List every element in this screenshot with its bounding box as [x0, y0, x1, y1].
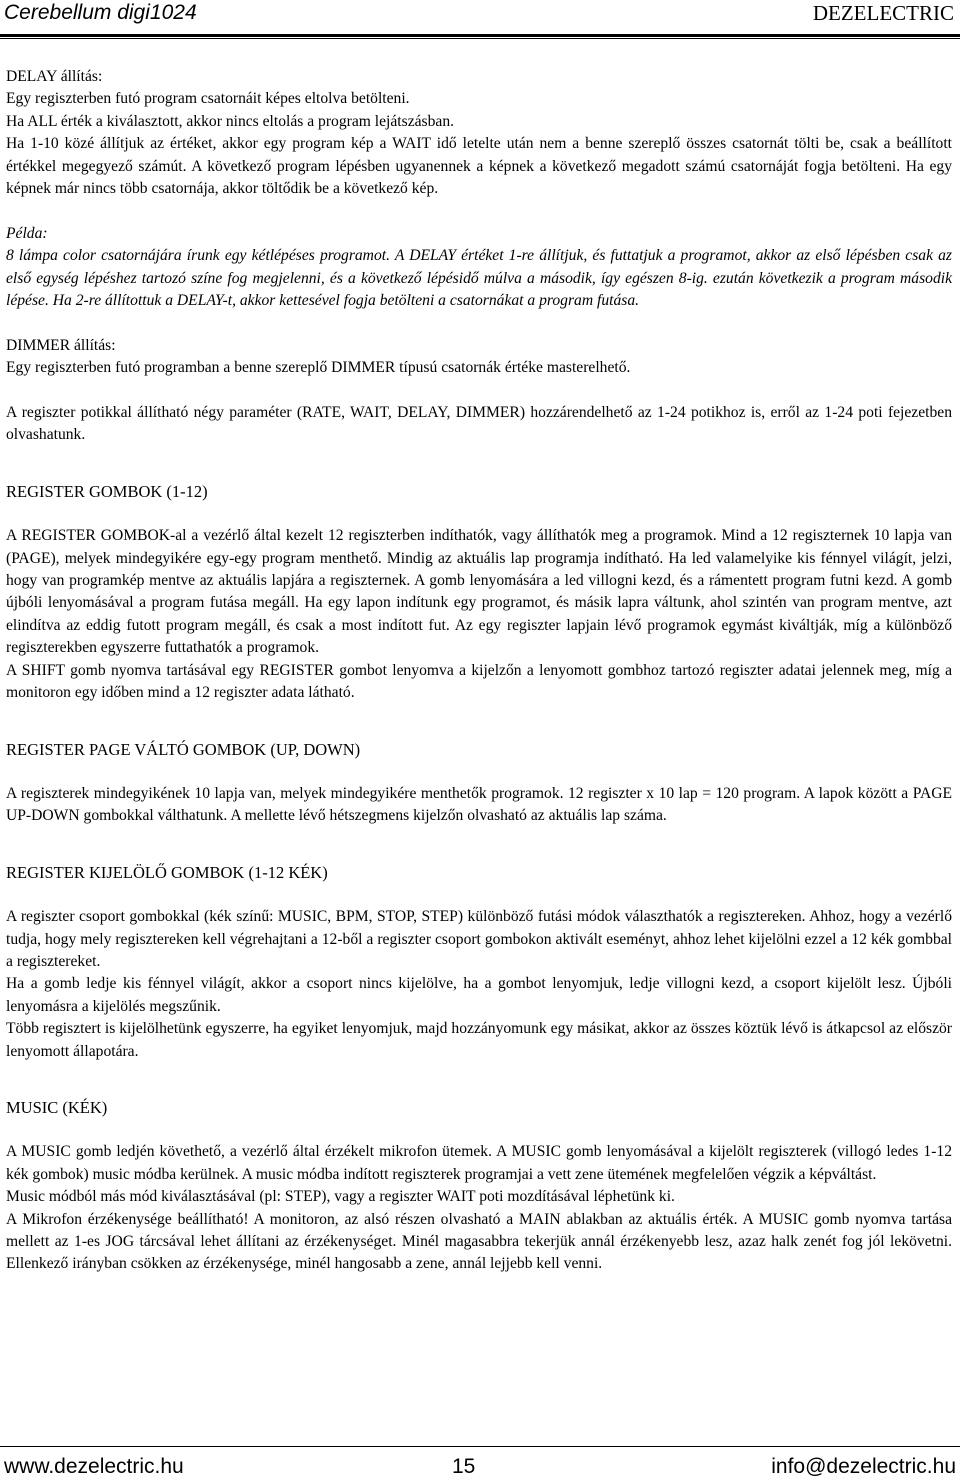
register-kijelolo-heading: REGISTER KIJELÖLŐ GOMBOK (1-12 KÉK) — [6, 862, 328, 882]
delay-line-2: Ha ALL érték a kiválasztott, akkor nincs eltolás a program lejátszásban. — [6, 112, 455, 130]
music-para-1: A MUSIC gomb ledjén követhető, a vezérlő által érzékelt mikrofon ütemek. A MUSIC gomb lenyomásával a kijelölt regiszterek (villogó ledes 1-12 kék gombok) music módba kerülnek. A music módba indított regiszterek programjai a vett zene ütemének megfelelően végzik a képváltást. — [6, 1143, 952, 1183]
page-footer — [0, 1446, 960, 1480]
example-title: Példa: — [6, 224, 48, 242]
delay-line-1: Egy regiszterben futó program csatornáit képes eltolva betölteni. — [6, 90, 410, 108]
register-gombok-para-2: A SHIFT gomb nyomva tartásával egy REGISTER gombot lenyomva a kijelzőn a lenyomott gombhoz tartozó regiszter adatai jelennek meg, míg a monitoron egy időben mind a 12 regiszter adata látható. — [6, 661, 952, 702]
header-rule-thick — [0, 34, 960, 37]
register-kijelolo-para-3: Több regisztert is kijelölhetünk egyszerre, ha egyiket lenyomjuk, majd hozzányomunk egy másikat, akkor az összes köztük lévő is átkapcsol az először lenyomott állapotára. — [6, 1020, 952, 1060]
page-number: 15 — [452, 1455, 476, 1478]
register-kijelolo-para-2: Ha a gomb ledje kis fénnyel világít, akkor a csoport nincs kijelölve, ha a gombot lenyomjuk, ledje villogni kezd, a csoport kijelölt lesz. Újbóli lenyomásra a kijelölés megszűnik. — [6, 975, 952, 1015]
register-kijelolo-para-1: A regiszter csoport gombokkal (kék színű: MUSIC, BPM, STOP, STEP) különböző futási módok választhatók a regisztereken. Ahhoz, hogy a vezérlő tudja, hogy mely regisztereken kell végrehajtani a 12-ből a regiszter csoport gombokon aktivált eseményt, ahhoz lehet kijelölni ezzel a 12 kék gombbal a regisztereket. — [6, 908, 952, 970]
header-rule-thin — [0, 38, 960, 39]
dimmer-text: Egy regiszterben futó programban a benne szereplő DIMMER típusú csatornák értéke masterelhető. — [6, 359, 631, 377]
delay-line-3: Ha 1-10 közé állítjuk az értéket, akkor egy program kép a WAIT idő letelte után nem a benne szereplő összes csatornát tölti be, csak a beállított értékkel megegyező számút. A következő program lépésben ugyanennek a képnek a következő megadott számú csatornáját fogja betölteni. Ha egy képnek már nincs több csatornája, akkor töltődik be a következő kép. — [6, 135, 952, 198]
register-gombok-para-1: A REGISTER GOMBOK-al a vezérlő által kezelt 12 regiszterben indíthatók, vagy állíthatók meg a programok. Mind a 12 regiszternek 10 lapja van (PAGE), melyek mindegyikére egy-egy program menthető. Mindig az aktuális lap programja indítható. Ha led valamelyike kis fénnyel világít, jelzi, hogy van programkép mentve az aktuális lapjára a regiszternek. A gomb lenyomására a led villogni kezd, és a rámentett program futni kezd. A gomb újbóli lenyomásával a program futása megáll. Ha egy lapon indítunk egy programot, és másik lapra váltunk, ahol szintén van program mentve, azt elindítva az eddig futott program megáll, és csak a most indított fut. Az egy regiszter lapjain lévő programok egymást kiváltják, míg a különböző regiszterekben egyszerre futtathatók a programok. — [6, 527, 952, 657]
register-page-heading: REGISTER PAGE VÁLTÓ GOMBOK (UP, DOWN) — [6, 739, 361, 759]
page-header — [0, 0, 960, 34]
footer-rule — [0, 1446, 960, 1447]
delay-title: DELAY állítás: — [6, 68, 103, 85]
footer-website: www.dezelectric.hu — [4, 1455, 184, 1478]
example-text: 8 lámpa color csatornájára írunk egy kétlépéses programot. A DELAY értéket 1-re állítjuk, és futtatjuk a programot, akkor az első lépésben csak az első egység lépéshez tartozó színe fog megjelenni, és a következő lépésidő múlva a második, így egészen 8-ig. ezután következik a program második lépése. Ha 2-re állítottuk a DELAY-t, akkor kettesével fogja betölteni a csatornákat a program futása. — [6, 247, 952, 310]
music-para-2: Music módból más mód kiválasztásával (pl: STEP), vagy a regiszter WAIT poti mozdításával léphetünk ki. — [6, 1188, 675, 1206]
header-brand: DEZELECTRIC — [812, 1, 954, 25]
header-product-name: Cerebellum digi1024 — [4, 1, 197, 24]
register-page-text: A regiszterek mindegyikének 10 lapja van, melyek mindegyikére menthetők programok. 12 regiszter x 10 lap = 120 program. A lapok között a PAGE UP-DOWN gombokkal válthatunk. A mellette lévő hétszegmens kijelzőn olvasható az aktuális lap száma. — [6, 784, 952, 825]
footer-email: info@dezelectric.hu — [771, 1455, 956, 1478]
potik-text: A regiszter potikkal állítható négy paraméter (RATE, WAIT, DELAY, DIMMER) hozzárendelhető az 1-24 potikhoz is, erről az 1-24 poti fejezetben olvashatunk. — [6, 404, 952, 444]
music-para-3: A Mikrofon érzékenysége beállítható! A monitoron, az alsó részen olvasható a MAIN ablakban az aktuális érték. A MUSIC gomb nyomva tartása mellett az 1-es JOG tárcsával lehet állítani az érzékenységet. Minél magasabbra tekerjük annál érzékenyebb lesz, azaz halk zenét fog jól lekövetni. Ellenkező irányban csökken az érzékenysége, minél hangosabb a zene, annál lejjebb kell venni. — [6, 1210, 952, 1273]
document-body — [6, 66, 952, 1276]
music-heading: MUSIC (KÉK) — [6, 1097, 108, 1117]
register-gombok-heading: REGISTER GOMBOK (1-12) — [6, 481, 208, 501]
dimmer-title: DIMMER állítás: — [6, 336, 116, 354]
